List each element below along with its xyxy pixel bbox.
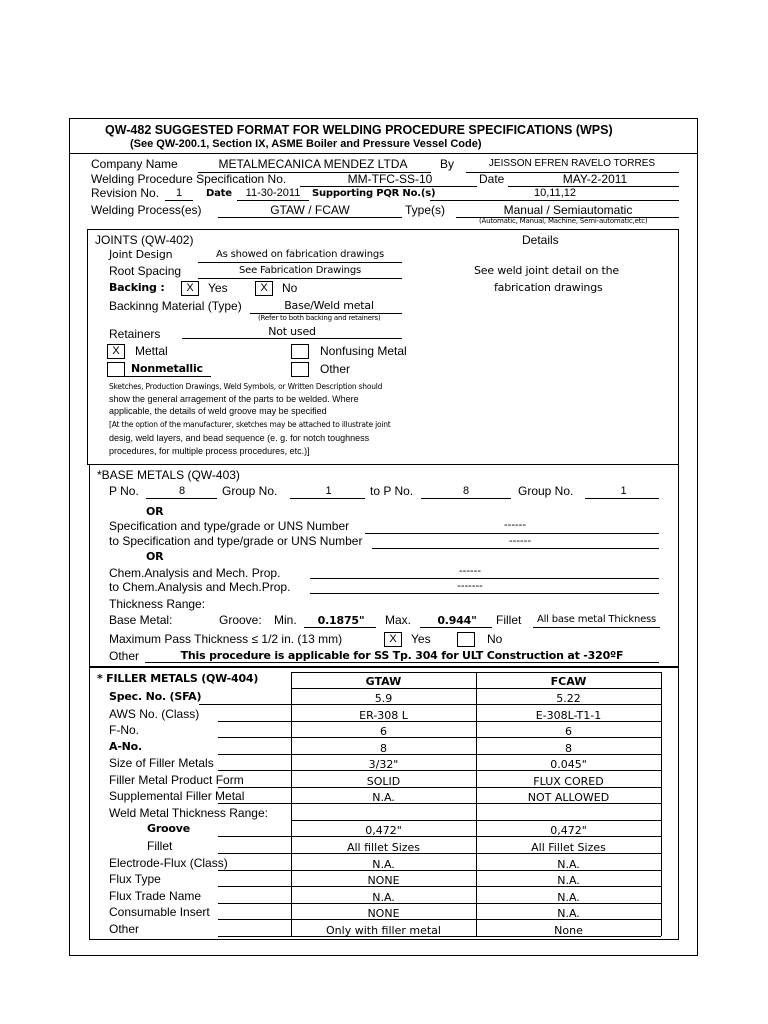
backing-label: Backing : <box>109 281 165 294</box>
other-base-value[interactable]: This procedure is applicable for SS Tp. 304 for ULT Construction at -320ºF <box>180 649 624 662</box>
filler-row-underline <box>218 853 291 854</box>
thickness-range-label: Thickness Range: <box>109 597 206 611</box>
p-no-underline <box>146 498 217 499</box>
filler-row-underline <box>218 787 291 788</box>
filler-fcaw-cell[interactable]: All Fillet Sizes <box>531 841 606 854</box>
max-pass-yes-label: Yes <box>411 632 431 646</box>
wps-underline <box>300 186 477 187</box>
revision-label: Revision No. <box>91 186 160 200</box>
filler-fcaw-cell[interactable]: N.A. <box>557 891 580 904</box>
filler-gtaw-cell[interactable]: 6 <box>380 725 387 738</box>
filler-grid-column <box>661 672 662 936</box>
p-no-value[interactable]: 8 <box>178 485 186 497</box>
nonmetallic-underline <box>125 376 211 377</box>
other-base-underline <box>145 662 659 663</box>
max-underline <box>420 627 492 628</box>
chem-value[interactable]: ------ <box>459 565 481 577</box>
filler-gtaw-cell[interactable]: 5.9 <box>374 692 393 705</box>
joints-heading: JOINTS (QW-402) <box>95 233 194 247</box>
types-value[interactable]: Manual / Semiautomatic <box>503 203 633 217</box>
filler-fcaw-cell[interactable]: N.A. <box>557 907 580 920</box>
company-label: Company Name <box>91 157 178 171</box>
by-label: By <box>440 157 455 171</box>
pqr-value[interactable]: 10,11,12 <box>533 187 576 199</box>
sketch-text-4: [At the option of the manufacturer, sketches may be attached to illustrate joint <box>109 420 391 429</box>
filler-fcaw-cell[interactable]: 8 <box>565 742 572 755</box>
filler-gtaw-cell[interactable]: 0,472" <box>365 824 402 837</box>
base-metal-label: Base Metal: <box>109 613 173 627</box>
details-note-1: See weld joint detail on the <box>474 264 620 277</box>
title-divider <box>69 153 698 154</box>
filler-fcaw-cell[interactable]: 6 <box>565 725 572 738</box>
filler-row-label: Spec. No. (SFA) <box>109 690 202 703</box>
max-label: Max. <box>385 613 412 627</box>
process-value[interactable]: GTAW / FCAW <box>270 203 350 217</box>
to-p-no-value[interactable]: 8 <box>462 485 470 497</box>
chem-label: Chem.Analysis and Mech. Prop. <box>109 566 281 580</box>
revision-value[interactable]: 1 <box>175 187 183 199</box>
filler-grid-column <box>476 672 477 936</box>
filler-row-underline <box>218 754 291 755</box>
filler-row-underline <box>218 919 291 920</box>
filler-row-label: Other <box>109 922 140 936</box>
filler-row-underline <box>218 836 291 837</box>
group-underline <box>290 498 365 499</box>
nonmetallic-label: Nonmetallic <box>131 362 203 375</box>
spec-underline <box>365 533 659 534</box>
revision-underline <box>165 200 193 201</box>
to-p-no-label: to P No. <box>370 484 414 498</box>
max-pass-yes-checkbox[interactable]: X <box>384 632 402 647</box>
group-label: Group No. <box>222 484 278 498</box>
retainers-underline <box>182 338 402 339</box>
joint-design-value[interactable]: As showed on fabrication drawings <box>215 249 385 260</box>
filler-gtaw-cell[interactable]: SOLID <box>366 775 401 788</box>
filler-fcaw-cell[interactable]: 0.045" <box>550 758 587 771</box>
filler-row-underline <box>218 886 291 887</box>
filler-fcaw-cell[interactable]: None <box>554 924 583 937</box>
metal-label: Mettal <box>135 344 168 358</box>
backing-material-note: (Refer to both backing and retainers) <box>258 314 381 322</box>
date-value[interactable]: MAY-2-2011 <box>562 172 628 186</box>
sketch-text-5: desig, weld layers, and bead sequence (e. g. for notch toughness <box>109 433 370 443</box>
company-value[interactable]: METALMECANICA MENDEZ LTDA <box>218 157 408 171</box>
p-no-label: P No. <box>109 484 139 498</box>
filler-row-underline <box>218 770 291 771</box>
nonfusing-label: Nonfusing Metal <box>320 344 407 358</box>
pqr-underline <box>430 200 679 201</box>
joint-design-underline <box>198 262 402 263</box>
nonfusing-checkbox[interactable] <box>291 344 309 359</box>
min-label: Min. <box>274 613 297 627</box>
root-spacing-label: Root Spacing <box>109 264 182 278</box>
filler-gtaw-cell[interactable]: 8 <box>380 742 387 755</box>
filler-grid-column <box>291 672 292 936</box>
filler-grid-line <box>291 936 661 937</box>
filler-fcaw-cell[interactable]: NOT ALLOWED <box>527 791 610 804</box>
max-pass-label: Maximum Pass Thickness ≤ 1/2 in. (13 mm) <box>109 632 343 646</box>
groove-label: Groove: <box>219 613 262 627</box>
filler-fcaw-cell[interactable]: N.A. <box>557 874 580 887</box>
fillet-label: Fillet <box>496 613 522 627</box>
filler-row-label: Size of Filler Metals <box>109 756 214 770</box>
filler-gtaw-cell[interactable]: N.A. <box>372 891 395 904</box>
filler-row-label: Supplemental Filler Metal <box>109 789 245 803</box>
filler-gtaw-cell[interactable]: ER-308 L <box>359 709 408 722</box>
group-value[interactable]: 1 <box>325 485 332 497</box>
other-joint-checkbox[interactable] <box>291 362 309 377</box>
min-underline <box>304 627 376 628</box>
types-label: Type(s) <box>405 203 446 217</box>
form-title: QW-482 SUGGESTED FORMAT FOR WELDING PROCEDURE SPECIFICATIONS (WPS) <box>105 123 613 137</box>
root-spacing-underline <box>198 278 402 279</box>
group2-value[interactable]: 1 <box>620 485 627 497</box>
filler-row-label: Flux Trade Name <box>109 889 202 903</box>
or-1: OR <box>146 505 164 518</box>
fillet-value[interactable]: All base metal Thickness <box>536 614 657 625</box>
retainers-label: Retainers <box>109 327 161 341</box>
filler-fcaw-cell[interactable]: 5.22 <box>556 692 581 705</box>
filler-gtaw-cell[interactable]: N.A. <box>372 858 395 871</box>
filler-row-underline <box>218 721 291 722</box>
chem-underline <box>310 578 659 579</box>
filler-gtaw-cell[interactable]: 3/32" <box>368 758 399 771</box>
to-spec-underline <box>372 548 659 549</box>
filler-row-underline <box>218 737 291 738</box>
form-subtitle: (See QW-200.1, Section IX, ASME Boiler and Pressure Vessel Code) <box>130 138 482 150</box>
filler-row-label: Electrode-Flux (Class) <box>109 856 228 870</box>
other-joint-label: Other <box>320 362 351 376</box>
filler-gtaw-cell[interactable]: All fillet Sizes <box>346 841 421 854</box>
filler-fcaw-cell[interactable]: 0,472" <box>550 824 587 837</box>
filler-gtaw-cell[interactable]: NONE <box>367 874 400 887</box>
filler-row-underline <box>199 704 291 705</box>
fillet-underline <box>533 627 660 628</box>
filler-col-fcaw: FCAW <box>550 675 587 688</box>
joint-design-label: Joint Design <box>109 248 173 261</box>
wps-label: Welding Procedure Specification No. <box>91 172 287 186</box>
filler-gtaw-cell[interactable]: Only with filler metal <box>326 924 441 937</box>
base-metals-heading: *BASE METALS (QW-403) <box>97 468 240 482</box>
filler-row-label: Flux Type <box>109 872 161 886</box>
backing-material-value[interactable]: Base/Weld metal <box>284 299 374 312</box>
sketch-text-2: show the general arragement of the parts to be welded. Where <box>109 394 359 404</box>
min-value[interactable]: 0.1875" <box>317 614 365 627</box>
to-chem-value[interactable]: ------- <box>457 580 483 592</box>
revision-date-label: Date <box>206 188 232 199</box>
spec-value[interactable]: ------ <box>504 519 526 531</box>
sketch-text-6: procedures, for multiple process procedures, etc.)] <box>109 446 310 456</box>
wps-value[interactable]: MM-TFC-SS-10 <box>347 172 433 186</box>
filler-row-underline <box>218 870 291 871</box>
types-note: (Automatic, Manual, Machine, Semi-automatic,etc) <box>479 217 648 225</box>
date-label: Date <box>479 172 505 186</box>
metal-checkbox[interactable]: X <box>107 344 125 359</box>
filler-row-label: Filler Metal Product Form <box>109 773 244 787</box>
filler-row-underline <box>218 903 291 904</box>
other-base-label: Other <box>109 649 140 663</box>
to-chem-underline <box>310 593 659 594</box>
filler-fcaw-cell[interactable]: N.A. <box>557 858 580 871</box>
filler-col-gtaw: GTAW <box>365 675 402 688</box>
backing-no-label: No <box>282 281 298 295</box>
filler-metals-heading: * FILLER METALS (QW-404) <box>97 672 259 685</box>
by-value[interactable]: JEISSON EFREN RAVELO TORRES <box>488 158 656 169</box>
max-pass-no-checkbox[interactable] <box>457 632 475 647</box>
filler-row-label: F-No. <box>109 723 139 737</box>
to-p-no-underline <box>421 498 511 499</box>
nonmetallic-checkbox[interactable] <box>107 362 125 377</box>
to-spec-label: to Specification and type/grade or UNS Number <box>109 534 363 548</box>
to-chem-label: to Chem.Analysis and Mech.Prop. <box>109 580 291 594</box>
revision-date-underline <box>237 200 309 201</box>
sketch-text-3: applicable, the details of weld groove may be specified <box>109 406 327 416</box>
root-spacing-value[interactable]: See Fabrication Drawings <box>239 265 361 276</box>
filler-gtaw-cell[interactable]: N.A. <box>372 791 395 804</box>
process-underline <box>218 217 402 218</box>
filler-row-label: Weld Metal Thickness Range: <box>109 806 268 820</box>
filler-row-underline <box>218 803 291 804</box>
sketch-text-1: Sketches, Production Drawings, Weld Symbols, or Written Description should <box>109 382 383 391</box>
backing-material-label: Backinng Material (Type) <box>109 299 242 313</box>
details-label: Details <box>522 233 559 247</box>
backing-no-checkbox[interactable]: X <box>255 281 273 296</box>
or-2: OR <box>146 550 164 563</box>
filler-fcaw-cell[interactable]: E-308L-T1-1 <box>535 709 602 722</box>
to-spec-value[interactable]: ------ <box>509 535 531 547</box>
filler-gtaw-cell[interactable]: NONE <box>367 907 400 920</box>
pqr-label: Supporting PQR No.(s) <box>312 188 436 199</box>
filler-row-label: Fillet <box>147 839 173 853</box>
filler-row-label: AWS No. (Class) <box>109 707 200 721</box>
filler-row-underline <box>218 936 291 937</box>
spec-label: Specification and type/grade or UNS Number <box>109 519 350 533</box>
filler-row-label: A-No. <box>109 740 143 753</box>
max-value[interactable]: 0.944" <box>437 614 477 627</box>
backing-yes-checkbox[interactable]: X <box>181 281 199 296</box>
group2-label: Group No. <box>518 484 574 498</box>
backing-yes-label: Yes <box>208 281 228 295</box>
revision-date-value[interactable]: 11-30-2011 <box>245 187 301 199</box>
filler-fcaw-cell[interactable]: FLUX CORED <box>533 775 604 788</box>
filler-row-label: Consumable Insert <box>109 905 210 919</box>
max-pass-no-label: No <box>487 632 503 646</box>
filler-row-label: Groove <box>147 822 190 835</box>
details-note-2: fabrication drawings <box>494 281 603 294</box>
process-label: Welding Process(es) <box>91 203 202 217</box>
group2-underline <box>585 498 659 499</box>
retainers-value[interactable]: Not used <box>268 325 316 338</box>
